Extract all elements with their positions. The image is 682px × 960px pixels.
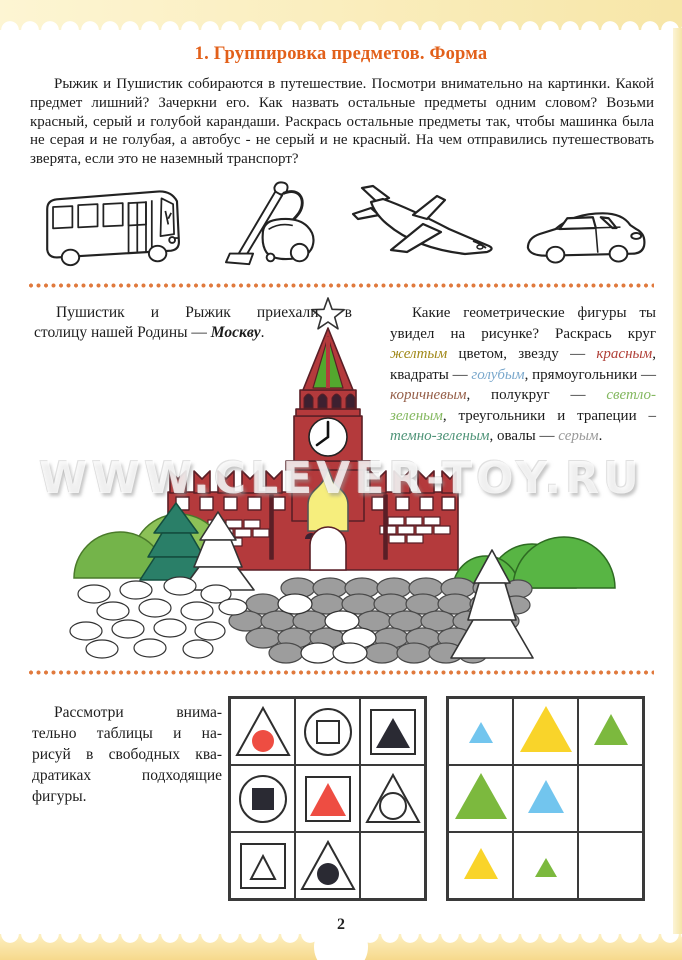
left-puzzle-grid	[228, 696, 427, 901]
watermark-text: WWW.CLEVER-TOY.RU	[39, 453, 643, 504]
color-word-dark-green: темно-зеленым	[390, 428, 490, 444]
left-text-line1: Пушистик и Рыжик приехали в	[56, 304, 352, 321]
vacuum-cleaner-illustration	[219, 178, 323, 270]
dotted-divider	[28, 283, 654, 288]
grid-cell	[448, 765, 513, 832]
vehicles-row	[36, 170, 650, 270]
grid-cell	[578, 698, 643, 765]
kremlin-section	[0, 295, 682, 673]
airplane-illustration	[347, 184, 497, 270]
bus-illustration	[36, 178, 194, 270]
color-word-light-green: светло-зеленым	[390, 387, 656, 424]
grid-cell	[230, 832, 295, 899]
page-title: 1. Группировка предметов. Форма	[194, 44, 488, 64]
top-scallops	[0, 18, 682, 30]
grid-cell	[513, 832, 578, 899]
car-illustration	[522, 198, 650, 270]
right-puzzle-grid	[446, 696, 645, 901]
color-word-yellow: желтым	[390, 346, 448, 362]
grid-cell	[295, 832, 360, 899]
grid-cell	[360, 765, 425, 832]
grid-cell-empty	[578, 765, 643, 832]
puzzle-instruction: Рассмотри внима- тельно таблицы и на- рисуй в свободных ква- дратиках подходящие фигуры.	[32, 704, 222, 805]
left-text-line2: столицу нашей Родины — Москву.	[34, 324, 265, 341]
kremlin-left-text	[34, 303, 352, 343]
grid-cell-empty	[578, 832, 643, 899]
grid-cell	[448, 698, 513, 765]
grid-cell	[360, 698, 425, 765]
grid-cell	[230, 698, 295, 765]
color-word-gray: серым	[558, 428, 599, 444]
grid-cell	[230, 765, 295, 832]
bottom-decor-band	[0, 934, 682, 960]
intro-paragraph: Рыжик и Пушистик собираются в путешествие. Посмотри внимательно на картинки. Какой предмет лишний? Зачеркни его. Как назвать остальные предметы одним словом? Возьми красный, серый и голубой карандаши. Раскрась остальные предметы так, чтобы машинка была не серая и не голубая, а автобус - не серый и не красный. На чем отправились путешествовать зверята, если это не наземный транспорт?	[30, 76, 654, 168]
grid-cell-empty	[360, 832, 425, 899]
color-word-blue: голубым	[471, 366, 525, 383]
grid-cell	[295, 698, 360, 765]
color-word-brown: коричневым	[390, 387, 467, 403]
grid-cell	[448, 832, 513, 899]
color-word-red: красным	[596, 346, 653, 362]
page-number: 2	[337, 916, 345, 933]
kremlin-right-text: Какие геометрические фигуры ты увидел на рисунке? Раскрась круг желтым цветом, звезду — красным, квадраты — голубым, прямоугольники — коричневым, полукруг — светло-зеленым, треугольники и трапеции – темно-зеленым, овалы — серым.	[390, 305, 657, 444]
grid-cell	[513, 698, 578, 765]
moscow-emphasis: Москву	[210, 324, 261, 341]
puzzle-section	[0, 690, 682, 920]
grid-cell	[513, 765, 578, 832]
top-decor-band	[0, 0, 682, 30]
grid-cell	[295, 765, 360, 832]
dotted-divider	[28, 670, 654, 675]
